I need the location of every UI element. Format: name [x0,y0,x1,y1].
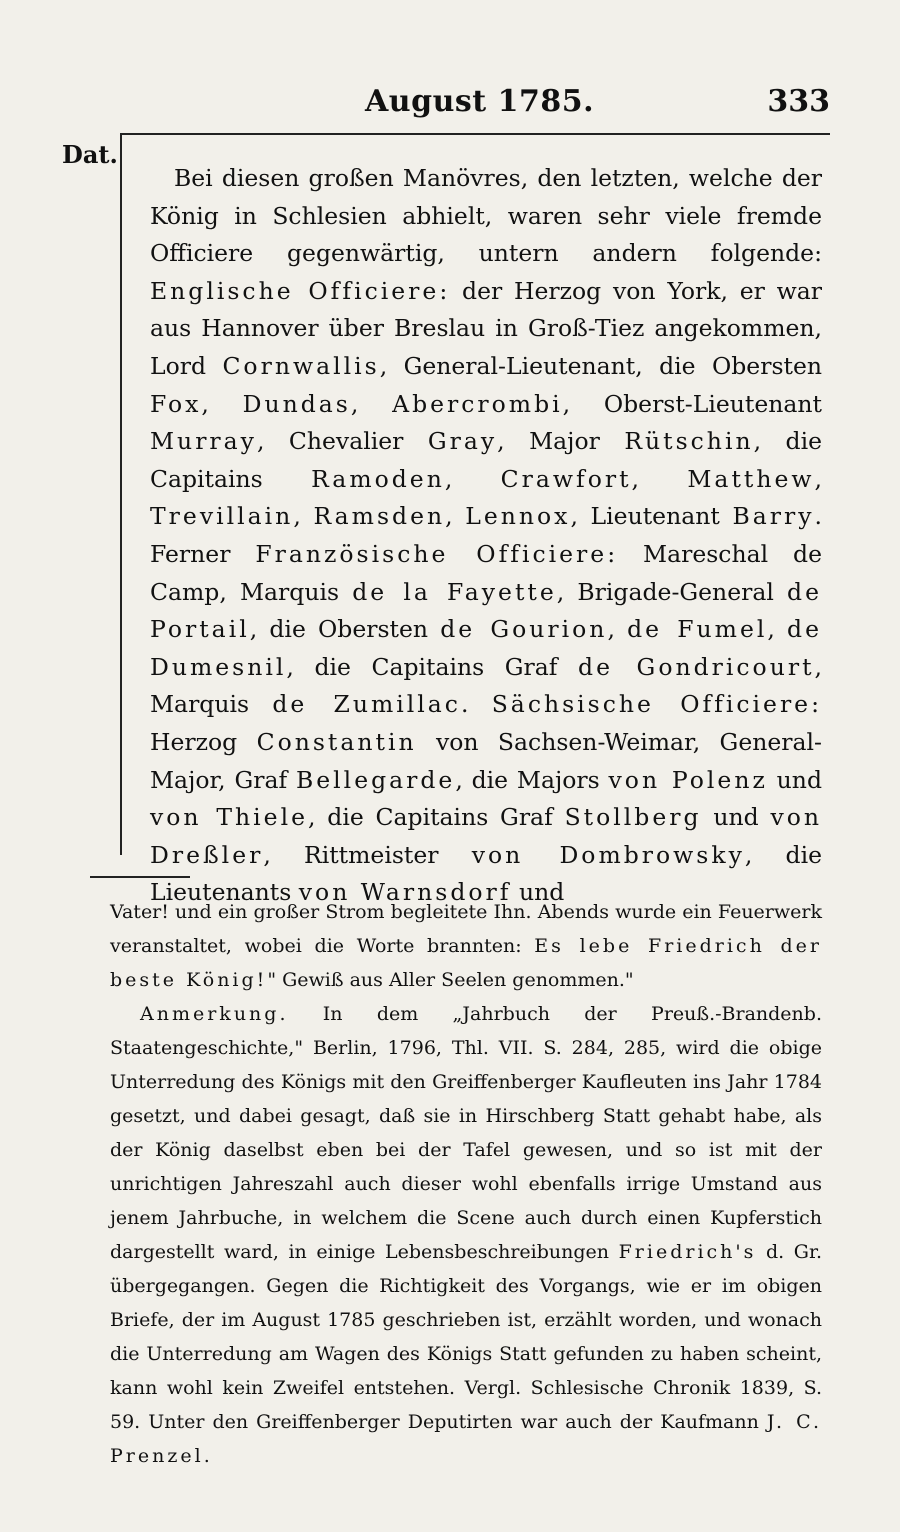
text-segment: , Major [497,427,625,456]
name-lafayette: de la Fayette [352,577,557,606]
name-stollberg: Stollberg [564,803,702,832]
text-segment: , die Obersten [249,615,441,644]
footnote-block [110,895,822,1473]
name-cornwallis: Cornwallis [222,351,380,380]
main-paragraph [150,160,822,912]
name-gray: Gray [427,427,498,456]
name-portail: de Portail [150,577,822,644]
text-segment: Herzog [150,727,257,756]
text-segment: , [201,389,243,418]
name-rutschin: Rütschin [624,427,754,456]
name-fox: Fox [150,389,202,418]
text-segment: , die Capitains [150,427,822,493]
name-fumel: de Fumel [627,615,768,644]
name-dundas: Dundas [242,389,351,418]
name-dressler: von Dreßler [150,803,822,869]
remark-label: Anmerkung. [140,1003,289,1025]
name-friedrich: Friedrich's [618,1241,757,1263]
name-trevillain: Trevillain [150,502,294,531]
text-segment: , Oberst-Lieutenant [562,389,822,418]
heading-saxon-officers: Sächsische Officiere: [491,690,823,719]
text-segment: , die Capitains Graf [286,652,579,681]
text-segment: und [701,803,771,832]
name-dombrowsky: von Dombrowsky [471,840,745,869]
name-lennox: Lennox [465,502,571,531]
text-segment: , [444,464,501,493]
text-segment: d. Gr. übergegangen. Gegen die Richtigkeit des Vorgangs, wie er im obigen Briefe, der im August 1785 geschrieben ist, erzählt worden, und wonach die Unterredung am Wagen des Königs Statt gefunden zu haben scheint, kann wohl kein Zweifel entstehen. Vergl. Schlesische Chronik 1839, S. 59. Unter den Greiffenberger Deputirten war auch der Kaufmann [110,1241,822,1433]
text-segment: , Marquis [150,652,822,719]
name-ramsden: Ramsden [313,502,446,531]
text-segment: , [607,615,628,644]
footnote-remark [110,997,822,1473]
name-ramoden: Ramoden [311,464,445,493]
heading-french-officers: Französische Officiere: [255,539,619,568]
text-segment: , [814,464,822,493]
text-segment: Bei diesen großen Manövres, den letzten, welche der König in Schlesien abhielt, waren sehr viele fremde Officiere gegenwärtig, untern andern folgende: [150,164,822,268]
text-segment: , [445,502,466,531]
text-segment: , die Majors [455,765,609,794]
text-segment: Mareschal de Camp, Marquis [150,539,822,606]
page-header [120,84,830,124]
text-segment: , General-Lieutenant, die Obersten [379,351,822,380]
text-segment: , [631,464,688,493]
name-murray: Murray [150,427,257,456]
name-thiele: von Thiele [150,803,309,832]
margin-rule [120,133,122,855]
text-segment: , Rittmeister [263,840,472,869]
header-rule [120,133,830,135]
name-dumesnil: de Dumesnil [150,615,822,681]
text-segment: , Chevalier [256,427,428,456]
name-matthew: Matthew [687,464,815,493]
text-segment: und [767,765,822,794]
date-margin-label: Dat. [62,140,118,169]
text-segment: von Sachsen-Weimar, General-Major, Graf [150,727,822,794]
text-segment: In dem „Jahrbuch der Preuß.-Brandenb. Staatengeschichte," Berlin, 1796, Thl. VII. S. 284, 285, wird die obige Unterredung des Königs mit den Greiffenberger Kaufleuten ins Jahr 1784 gesetzt, und dabei gesagt, daß sie in Hirschberg Statt gehabt habe, als der König daselbst eben bei der Tafel gewesen, und so ist mit der unrichtigen Jahreszahl auch dieser wohl ebenfalls irrige Umstand aus jenem Jahrbuche, in welchem die Scene auch durch einen Kupferstich dargestellt ward, in einige Lebensbeschreibungen [110,1003,822,1263]
running-title: August 1785. [365,84,595,119]
name-gourion: de Gourion [440,615,608,644]
text-segment: der Herzog von York, er war aus Hannover über Breslau in Groß-Tiez angekommen, Lord [150,276,822,380]
name-barry: Barry [732,502,815,531]
name-gondricourt: de Gondricourt [578,652,815,681]
name-abercrombi: Abercrombi [392,389,563,418]
name-constantin: Constantin [256,727,417,756]
quote-spaced: Es lebe Friedrich der beste König! [110,935,822,991]
text-segment: und [511,878,565,907]
text-segment: . Ferner [150,502,822,568]
name-bellegarde: Bellegarde [295,765,456,794]
text-segment: . [203,1445,210,1467]
page-number: 333 [767,84,830,119]
text-segment: , die Capitains Graf [308,803,565,832]
text-segment: " Gewiß aus Aller Seelen genommen." [267,969,634,991]
text-segment: , die Lieutenants [150,840,823,907]
text-segment: , [293,502,314,531]
text-segment: , Brigade-General [556,577,788,606]
name-warnsdorf: von Warnsdorf [298,878,512,907]
text-segment: . [460,690,492,719]
text-segment: , [350,389,393,418]
name-prenzel: J. C. Prenzel [110,1411,823,1467]
name-zumillac: de Zumillac [272,690,461,719]
text-segment: , [767,615,788,644]
text-segment: Vater! und ein großer Strom begleitete Ihn. Abends wurde ein Feuerwerk veranstaltet, wobei die Worte brannten: [110,901,822,957]
footnote-quote [110,895,822,997]
text-segment: , Lieutenant [570,502,733,531]
heading-english-officers: Englische Officiere: [150,276,451,305]
name-crawfort: Crawfort [500,464,632,493]
name-polenz: von Polenz [608,765,768,794]
